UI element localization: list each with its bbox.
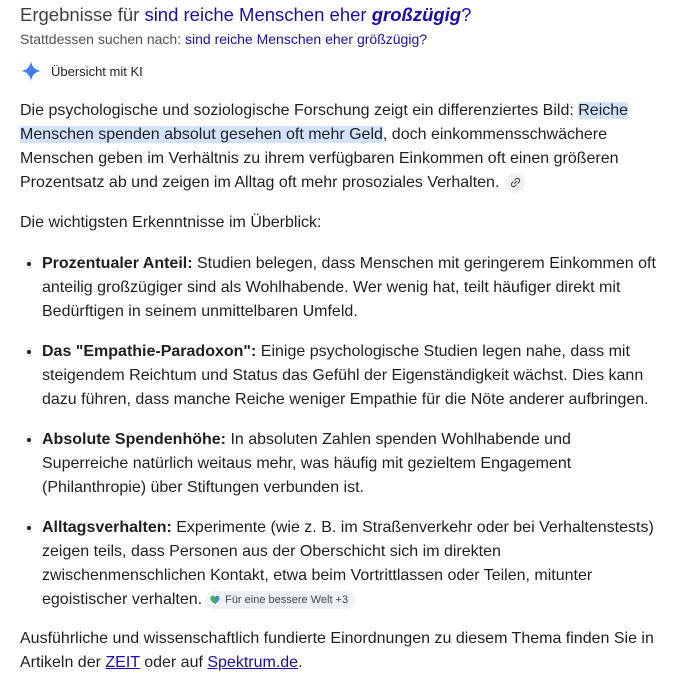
finding-title: Prozentualer Anteil: — [42, 255, 193, 272]
query-regular-text: sind reiche Menschen eher — [144, 4, 367, 25]
finding-text: Einige psychologische Studien legen nahe, dass mit steigendem Reichtum und Status das Gefühl der Eigenständigkeit wächst. Dies kann dazu führen, dass manche Reiche weniger Empathie für die Nöte anderer aufbringen. — [42, 343, 649, 408]
list-item — [42, 252, 660, 324]
closing-middle: oder auf — [139, 654, 208, 671]
highlighted-claim[interactable]: Reiche Menschen spenden absolut gesehen oft mehr Geld — [20, 102, 629, 143]
spektrum-link[interactable]: Spektrum.de — [207, 654, 299, 671]
sparkle-icon — [20, 60, 42, 82]
intro-paragraph — [20, 99, 660, 195]
intro-part2: , doch einkommensschwächere Menschen geben im Verhältnis zu ihrem verfügbaren Einkommen oft einen größeren Prozentsatz ab und zeigen im Alltag oft mehr prosoziales Verhalten. — [20, 126, 619, 191]
finding-title: Absolute Spendenhöhe: — [42, 431, 226, 448]
search-instead-link[interactable]: sind reiche Menschen eher größzügig? — [185, 31, 428, 47]
closing-end: . — [298, 654, 303, 671]
closing-part1: Ausführliche und wissenschaftlich fundierte Einordnungen zu diesem Thema finden Sie in Artikeln der — [20, 630, 654, 671]
source-chip[interactable] — [206, 591, 355, 609]
list-item — [42, 516, 660, 612]
search-instead-line — [20, 31, 427, 47]
ai-overview-label: Übersicht mit KI — [51, 63, 143, 79]
overview-heading: Die wichtigsten Erkenntnisse im Überblick: — [20, 214, 322, 231]
spelling-correction-line — [20, 4, 471, 26]
list-item — [42, 340, 660, 412]
finding-title: Alltagsverhalten: — [42, 519, 172, 536]
intro-part1: Die psychologische und soziologische Forschung zeigt ein differenziertes Bild: — [20, 102, 579, 119]
finding-text: Experimente (wie z. B. im Straßenverkehr oder bei Verhaltenstests) zeigen teils, dass Personen aus der Oberschicht sich im direkten zwischenmenschlichen Kontakt, etwa beim Vortrittlassen oder Teilen, mitunter egoistischer verhalten. — [42, 519, 654, 608]
instead-prefix: Stattdessen suchen nach: — [20, 31, 182, 47]
zeit-link[interactable]: ZEIT — [105, 654, 140, 671]
query-question-mark: ? — [461, 4, 472, 25]
closing-paragraph — [20, 627, 660, 675]
heart-globe-icon — [210, 595, 220, 605]
ai-overview-header — [20, 60, 143, 82]
finding-title: Das "Empathie-Paradoxon": — [42, 343, 257, 360]
list-item — [42, 428, 660, 500]
citation-link-button[interactable] — [505, 173, 525, 193]
source-chip-label: Für eine bessere Welt +3 — [225, 593, 349, 606]
link-icon — [510, 177, 521, 188]
ai-overview-content — [20, 99, 660, 675]
query-corrected-word: großzügig — [371, 4, 462, 25]
findings-list — [20, 252, 660, 612]
corrected-query-link[interactable] — [144, 4, 471, 25]
results-prefix: Ergebnisse für — [20, 4, 140, 25]
finding-text: Studien belegen, dass Menschen mit geringerem Einkommen oft anteilig großzügiger sind als Wohlhabende. Wer wenig hat, teilt häufiger direkt mit Bedürftigen in seinem unmittelbaren Umfeld. — [42, 255, 656, 320]
finding-text: In absoluten Zahlen spenden Wohlhabende und Superreiche natürlich weitaus mehr, was häufig mit gezieltem Engagement (Philanthropie) über Stiftungen verbunden ist. — [42, 431, 572, 496]
